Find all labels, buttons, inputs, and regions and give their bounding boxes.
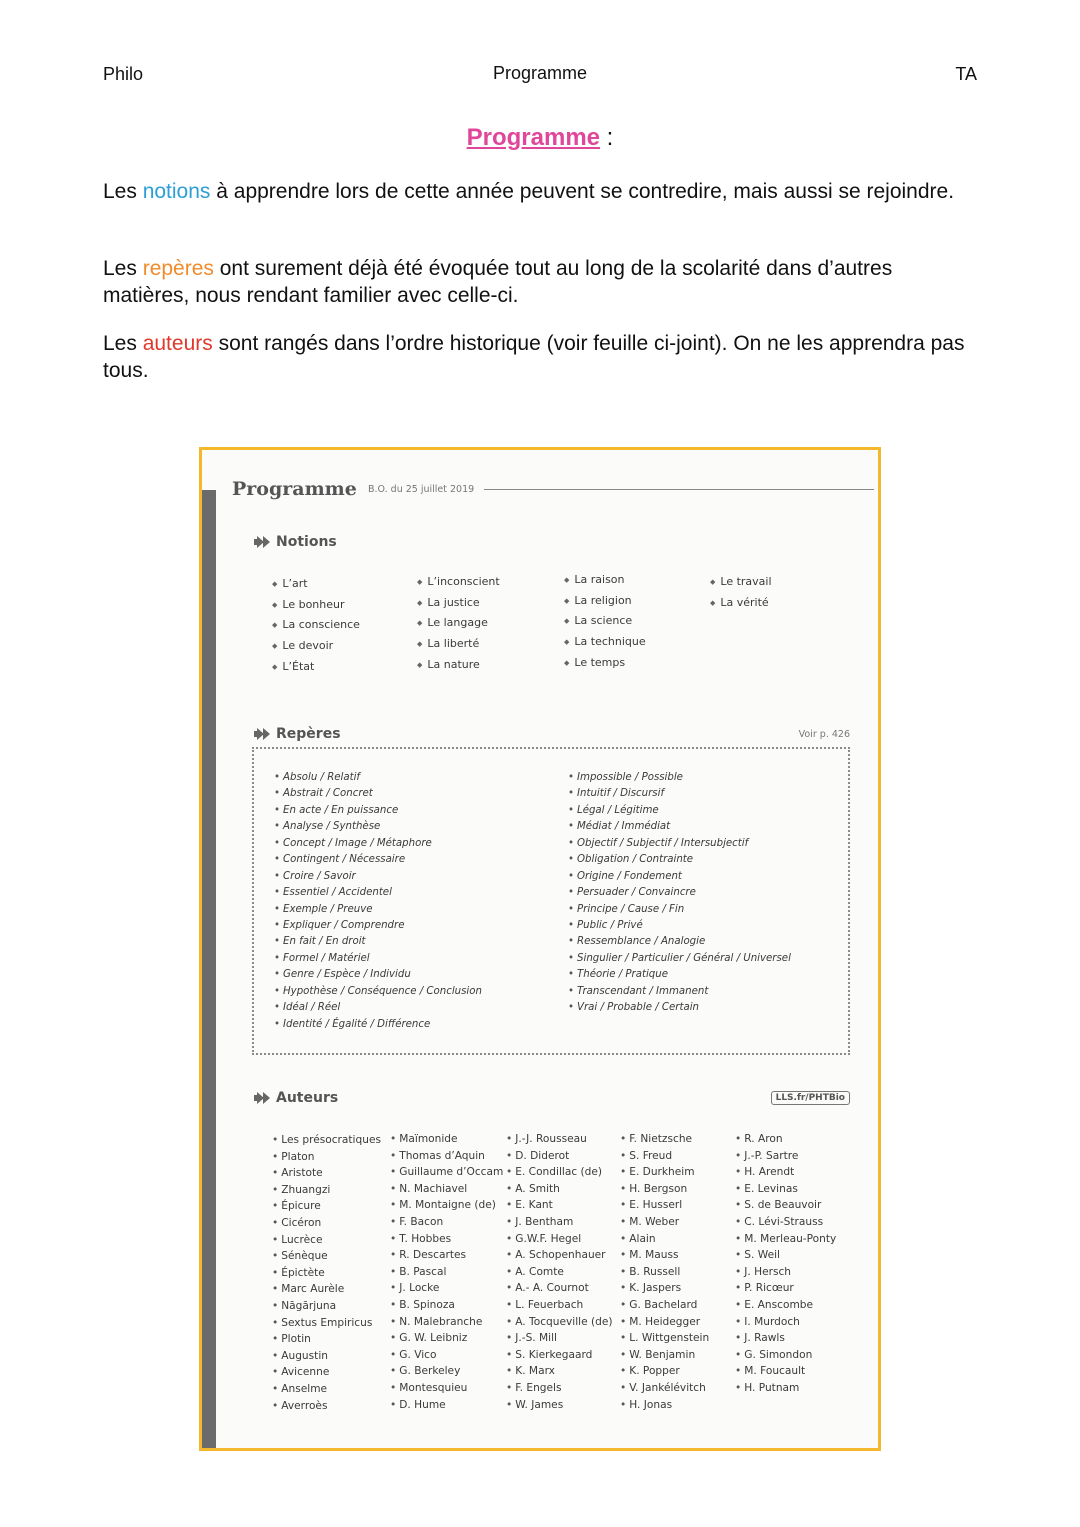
auteur-item: • Averroès [272, 1398, 381, 1415]
sheet-title-rule [484, 489, 874, 490]
paragraph-notions-after: à apprendre lors de cette année peuvent se contredire, mais aussi se rejoindre. [210, 180, 955, 203]
header-center: Programme [492, 63, 588, 83]
auteur-item: • F. Nietzsche [620, 1131, 709, 1148]
repere-item: • Public / Privé [568, 918, 791, 934]
auteurs-column-3 [506, 1131, 612, 1413]
header-right: TA [955, 64, 977, 84]
auteur-item: • S. Weil [735, 1247, 836, 1264]
double-arrow-icon [254, 728, 272, 740]
sheet-bo-date: B.O. du 25 juillet 2019 [368, 484, 475, 495]
auteur-item: • Aristote [272, 1165, 381, 1182]
auteur-item: • M. Merleau-Ponty [735, 1231, 836, 1248]
repere-item: • Essentiel / Accidentel [274, 885, 482, 901]
auteur-item: • Zhuangzi [272, 1182, 381, 1199]
auteur-item: • M. Foucault [735, 1363, 836, 1380]
auteur-item: • G. Berkeley [390, 1363, 503, 1380]
notion-item: ◆ La conscience [272, 615, 360, 636]
auteur-item: • W. Benjamin [620, 1347, 709, 1364]
voir-page-reference: Voir p. 426 [798, 729, 850, 740]
notion-item: ◆ Le devoir [272, 636, 360, 657]
auteur-item: • M. Mauss [620, 1247, 709, 1264]
auteur-item: • J.-P. Sartre [735, 1148, 836, 1165]
auteur-item: • S. Freud [620, 1148, 709, 1165]
auteur-item: • D. Diderot [506, 1148, 612, 1165]
lls-link-badge: LLS.fr/PHTBio [771, 1091, 850, 1105]
auteur-item: • A.- A. Cournot [506, 1280, 612, 1297]
repere-item: • Légal / Légitime [568, 803, 791, 819]
paragraph-auteurs [103, 330, 973, 384]
auteur-item: • A. Smith [506, 1181, 612, 1198]
repere-item: • Ressemblance / Analogie [568, 934, 791, 950]
auteur-item: • P. Ricœur [735, 1280, 836, 1297]
auteur-item: • Avicenne [272, 1364, 381, 1381]
auteur-item: • F. Bacon [390, 1214, 503, 1231]
repere-item: • Persuader / Convaincre [568, 885, 791, 901]
paragraph-auteurs-after: sont rangés dans l’ordre historique (voir feuille ci-joint). On ne les apprendra pas tous. [103, 332, 965, 382]
notion-item: ◆ L’inconscient [417, 572, 500, 593]
notion-item: ◆ La justice [417, 593, 500, 614]
notion-item: ◆ Le bonheur [272, 595, 360, 616]
auteur-item: • H. Putnam [735, 1380, 836, 1397]
auteur-item: • I. Murdoch [735, 1314, 836, 1331]
page-title-colon: : [600, 124, 614, 151]
repere-item: • Transcendant / Immanent [568, 984, 791, 1000]
auteur-item: • J. Bentham [506, 1214, 612, 1231]
repere-item: • Intuitif / Discursif [568, 786, 791, 802]
repere-item: • Abstrait / Concret [274, 786, 482, 802]
auteur-item: • J. Rawls [735, 1330, 836, 1347]
notion-item: ◆ Le travail [710, 572, 772, 593]
repere-item: • Obligation / Contrainte [568, 852, 791, 868]
auteur-item: • H. Bergson [620, 1181, 709, 1198]
notions-column-4 [710, 572, 772, 613]
repere-item: • Idéal / Réel [274, 1000, 482, 1016]
notions-column-2 [417, 572, 500, 675]
auteur-item: • E. Husserl [620, 1197, 709, 1214]
auteur-item: • B. Spinoza [390, 1297, 503, 1314]
notions-column-1 [272, 574, 360, 677]
keyword-notions: notions [142, 180, 211, 203]
notion-item: ◆ L’art [272, 574, 360, 595]
auteur-item: • E. Durkheim [620, 1164, 709, 1181]
auteur-item: • Plotin [272, 1331, 381, 1348]
auteur-item: • H. Jonas [620, 1397, 709, 1414]
reperes-heading [254, 726, 341, 742]
repere-item: • Concept / Image / Métaphore [274, 836, 482, 852]
notion-item: ◆ La raison [564, 570, 646, 591]
auteur-item: • Guillaume d’Occam [390, 1164, 503, 1181]
auteur-item: • J. Hersch [735, 1264, 836, 1281]
auteur-item: • S. Kierkegaard [506, 1347, 612, 1364]
repere-item: • Objectif / Subjectif / Intersubjectif [568, 836, 791, 852]
repere-item: • Exemple / Preuve [274, 902, 482, 918]
programme-sheet [202, 450, 878, 1448]
keyword-reperes: repères [142, 257, 214, 280]
repere-item: • Genre / Espèce / Individu [274, 967, 482, 983]
notion-item: ◆ La science [564, 611, 646, 632]
auteur-item: • E. Kant [506, 1197, 612, 1214]
double-arrow-icon [254, 1092, 272, 1104]
auteur-item: • E. Anscombe [735, 1297, 836, 1314]
repere-item: • Théorie / Pratique [568, 967, 791, 983]
paragraph-reperes [103, 255, 973, 309]
auteur-item: • G.W.F. Hegel [506, 1231, 612, 1248]
auteur-item: • K. Marx [506, 1363, 612, 1380]
repere-item: • Singulier / Particulier / Général / Universel [568, 951, 791, 967]
reperes-heading-label: Repères [276, 726, 341, 742]
auteur-item: • A. Tocqueville (de) [506, 1314, 612, 1331]
auteur-item: • Montesquieu [390, 1380, 503, 1397]
auteur-item: • G. Bachelard [620, 1297, 709, 1314]
notion-item: ◆ La religion [564, 591, 646, 612]
auteur-item: • Alain [620, 1231, 709, 1248]
repere-item: • Absolu / Relatif [274, 770, 482, 786]
auteur-item: • H. Arendt [735, 1164, 836, 1181]
repere-item: • En acte / En puissance [274, 803, 482, 819]
auteur-item: • K. Popper [620, 1363, 709, 1380]
auteur-item: • E. Levinas [735, 1181, 836, 1198]
auteur-item: • M. Heidegger [620, 1314, 709, 1331]
scanned-programme-image [199, 447, 881, 1451]
auteur-item: • J.-S. Mill [506, 1330, 612, 1347]
auteur-item: • B. Russell [620, 1264, 709, 1281]
auteur-item: • R. Descartes [390, 1247, 503, 1264]
reperes-column-1 [274, 770, 482, 1033]
auteur-item: • Platon [272, 1149, 381, 1166]
auteur-item: • J.-J. Rousseau [506, 1131, 612, 1148]
auteur-item: • R. Aron [735, 1131, 836, 1148]
auteur-item: • Sextus Empiricus [272, 1315, 381, 1332]
auteur-item: • A. Comte [506, 1264, 612, 1281]
notions-heading [254, 534, 337, 550]
auteur-item: • L. Wittgenstein [620, 1330, 709, 1347]
sheet-title: Programme [232, 478, 357, 500]
page-title-text: Programme [466, 124, 601, 151]
auteurs-column-5 [735, 1131, 836, 1397]
notions-column-3 [564, 570, 646, 673]
auteur-item: • E. Condillac (de) [506, 1164, 612, 1181]
paragraph-notions-before: Les [103, 180, 143, 203]
repere-item: • Origine / Fondement [568, 869, 791, 885]
auteur-item: • M. Montaigne (de) [390, 1197, 503, 1214]
auteur-item: • Maïmonide [390, 1131, 503, 1148]
auteur-item: • N. Malebranche [390, 1314, 503, 1331]
double-arrow-icon [254, 536, 272, 548]
auteur-item: • Les présocratiques [272, 1132, 381, 1149]
auteur-item: • Augustin [272, 1348, 381, 1365]
auteur-item: • W. James [506, 1397, 612, 1414]
auteur-item: • Lucrèce [272, 1232, 381, 1249]
repere-item: • Hypothèse / Conséquence / Conclusion [274, 984, 482, 1000]
paragraph-notions [103, 178, 973, 205]
notion-item: ◆ Le langage [417, 613, 500, 634]
repere-item: • Croire / Savoir [274, 869, 482, 885]
auteur-item: • Marc Aurèle [272, 1281, 381, 1298]
repere-item: • Expliquer / Comprendre [274, 918, 482, 934]
auteur-item: • Cicéron [272, 1215, 381, 1232]
auteur-item: • D. Hume [390, 1397, 503, 1414]
auteur-item: • L. Feuerbach [506, 1297, 612, 1314]
auteurs-column-2 [390, 1131, 503, 1413]
auteur-item: • B. Pascal [390, 1264, 503, 1281]
notions-heading-label: Notions [276, 534, 337, 550]
repere-item: • Médiat / Immédiat [568, 819, 791, 835]
auteur-item: • M. Weber [620, 1214, 709, 1231]
auteur-item: • G. Simondon [735, 1347, 836, 1364]
paragraph-reperes-before: Les [103, 257, 143, 280]
reperes-column-2 [568, 770, 791, 1017]
auteurs-column-1 [272, 1132, 381, 1414]
auteurs-heading [254, 1090, 338, 1106]
auteur-item: • S. de Beauvoir [735, 1197, 836, 1214]
repere-item: • Contingent / Nécessaire [274, 852, 482, 868]
auteur-item: • T. Hobbes [390, 1231, 503, 1248]
auteur-item: • Épictète [272, 1265, 381, 1282]
repere-item: • Principe / Cause / Fin [568, 902, 791, 918]
notion-item: ◆ La nature [417, 655, 500, 676]
repere-item: • Impossible / Possible [568, 770, 791, 786]
auteur-item: • A. Schopenhauer [506, 1247, 612, 1264]
notion-item: ◆ L’État [272, 657, 360, 678]
paragraph-reperes-after: ont surement déjà été évoquée tout au long de la scolarité dans d’autres matières, nous rendant familier avec celle-ci. [103, 257, 893, 307]
auteur-item: • N. Machiavel [390, 1181, 503, 1198]
auteurs-heading-label: Auteurs [276, 1090, 339, 1106]
auteur-item: • G. Vico [390, 1347, 503, 1364]
auteur-item: • Sénèque [272, 1248, 381, 1265]
notion-item: ◆ Le temps [564, 653, 646, 674]
auteurs-column-4 [620, 1131, 709, 1413]
auteur-item: • Nāgārjuna [272, 1298, 381, 1315]
page-title [0, 124, 1080, 152]
auteur-item: • K. Jaspers [620, 1280, 709, 1297]
auteur-item: • Épicure [272, 1198, 381, 1215]
repere-item: • Formel / Matériel [274, 951, 482, 967]
keyword-auteurs: auteurs [142, 332, 213, 355]
repere-item: • Analyse / Synthèse [274, 819, 482, 835]
auteur-item: • Thomas d’Aquin [390, 1148, 503, 1165]
auteur-item: • F. Engels [506, 1380, 612, 1397]
auteur-item: • Anselme [272, 1381, 381, 1398]
paragraph-auteurs-before: Les [103, 332, 143, 355]
header-left: Philo [103, 64, 144, 84]
repere-item: • Identité / Égalité / Différence [274, 1017, 482, 1033]
repere-item: • Vrai / Probable / Certain [568, 1000, 791, 1016]
auteur-item: • C. Lévi-Strauss [735, 1214, 836, 1231]
auteur-item: • G. W. Leibniz [390, 1330, 503, 1347]
repere-item: • En fait / En droit [274, 934, 482, 950]
notion-item: ◆ La vérité [710, 593, 772, 614]
auteur-item: • J. Locke [390, 1280, 503, 1297]
auteur-item: • V. Jankélévitch [620, 1380, 709, 1397]
notion-item: ◆ La technique [564, 632, 646, 653]
notion-item: ◆ La liberté [417, 634, 500, 655]
